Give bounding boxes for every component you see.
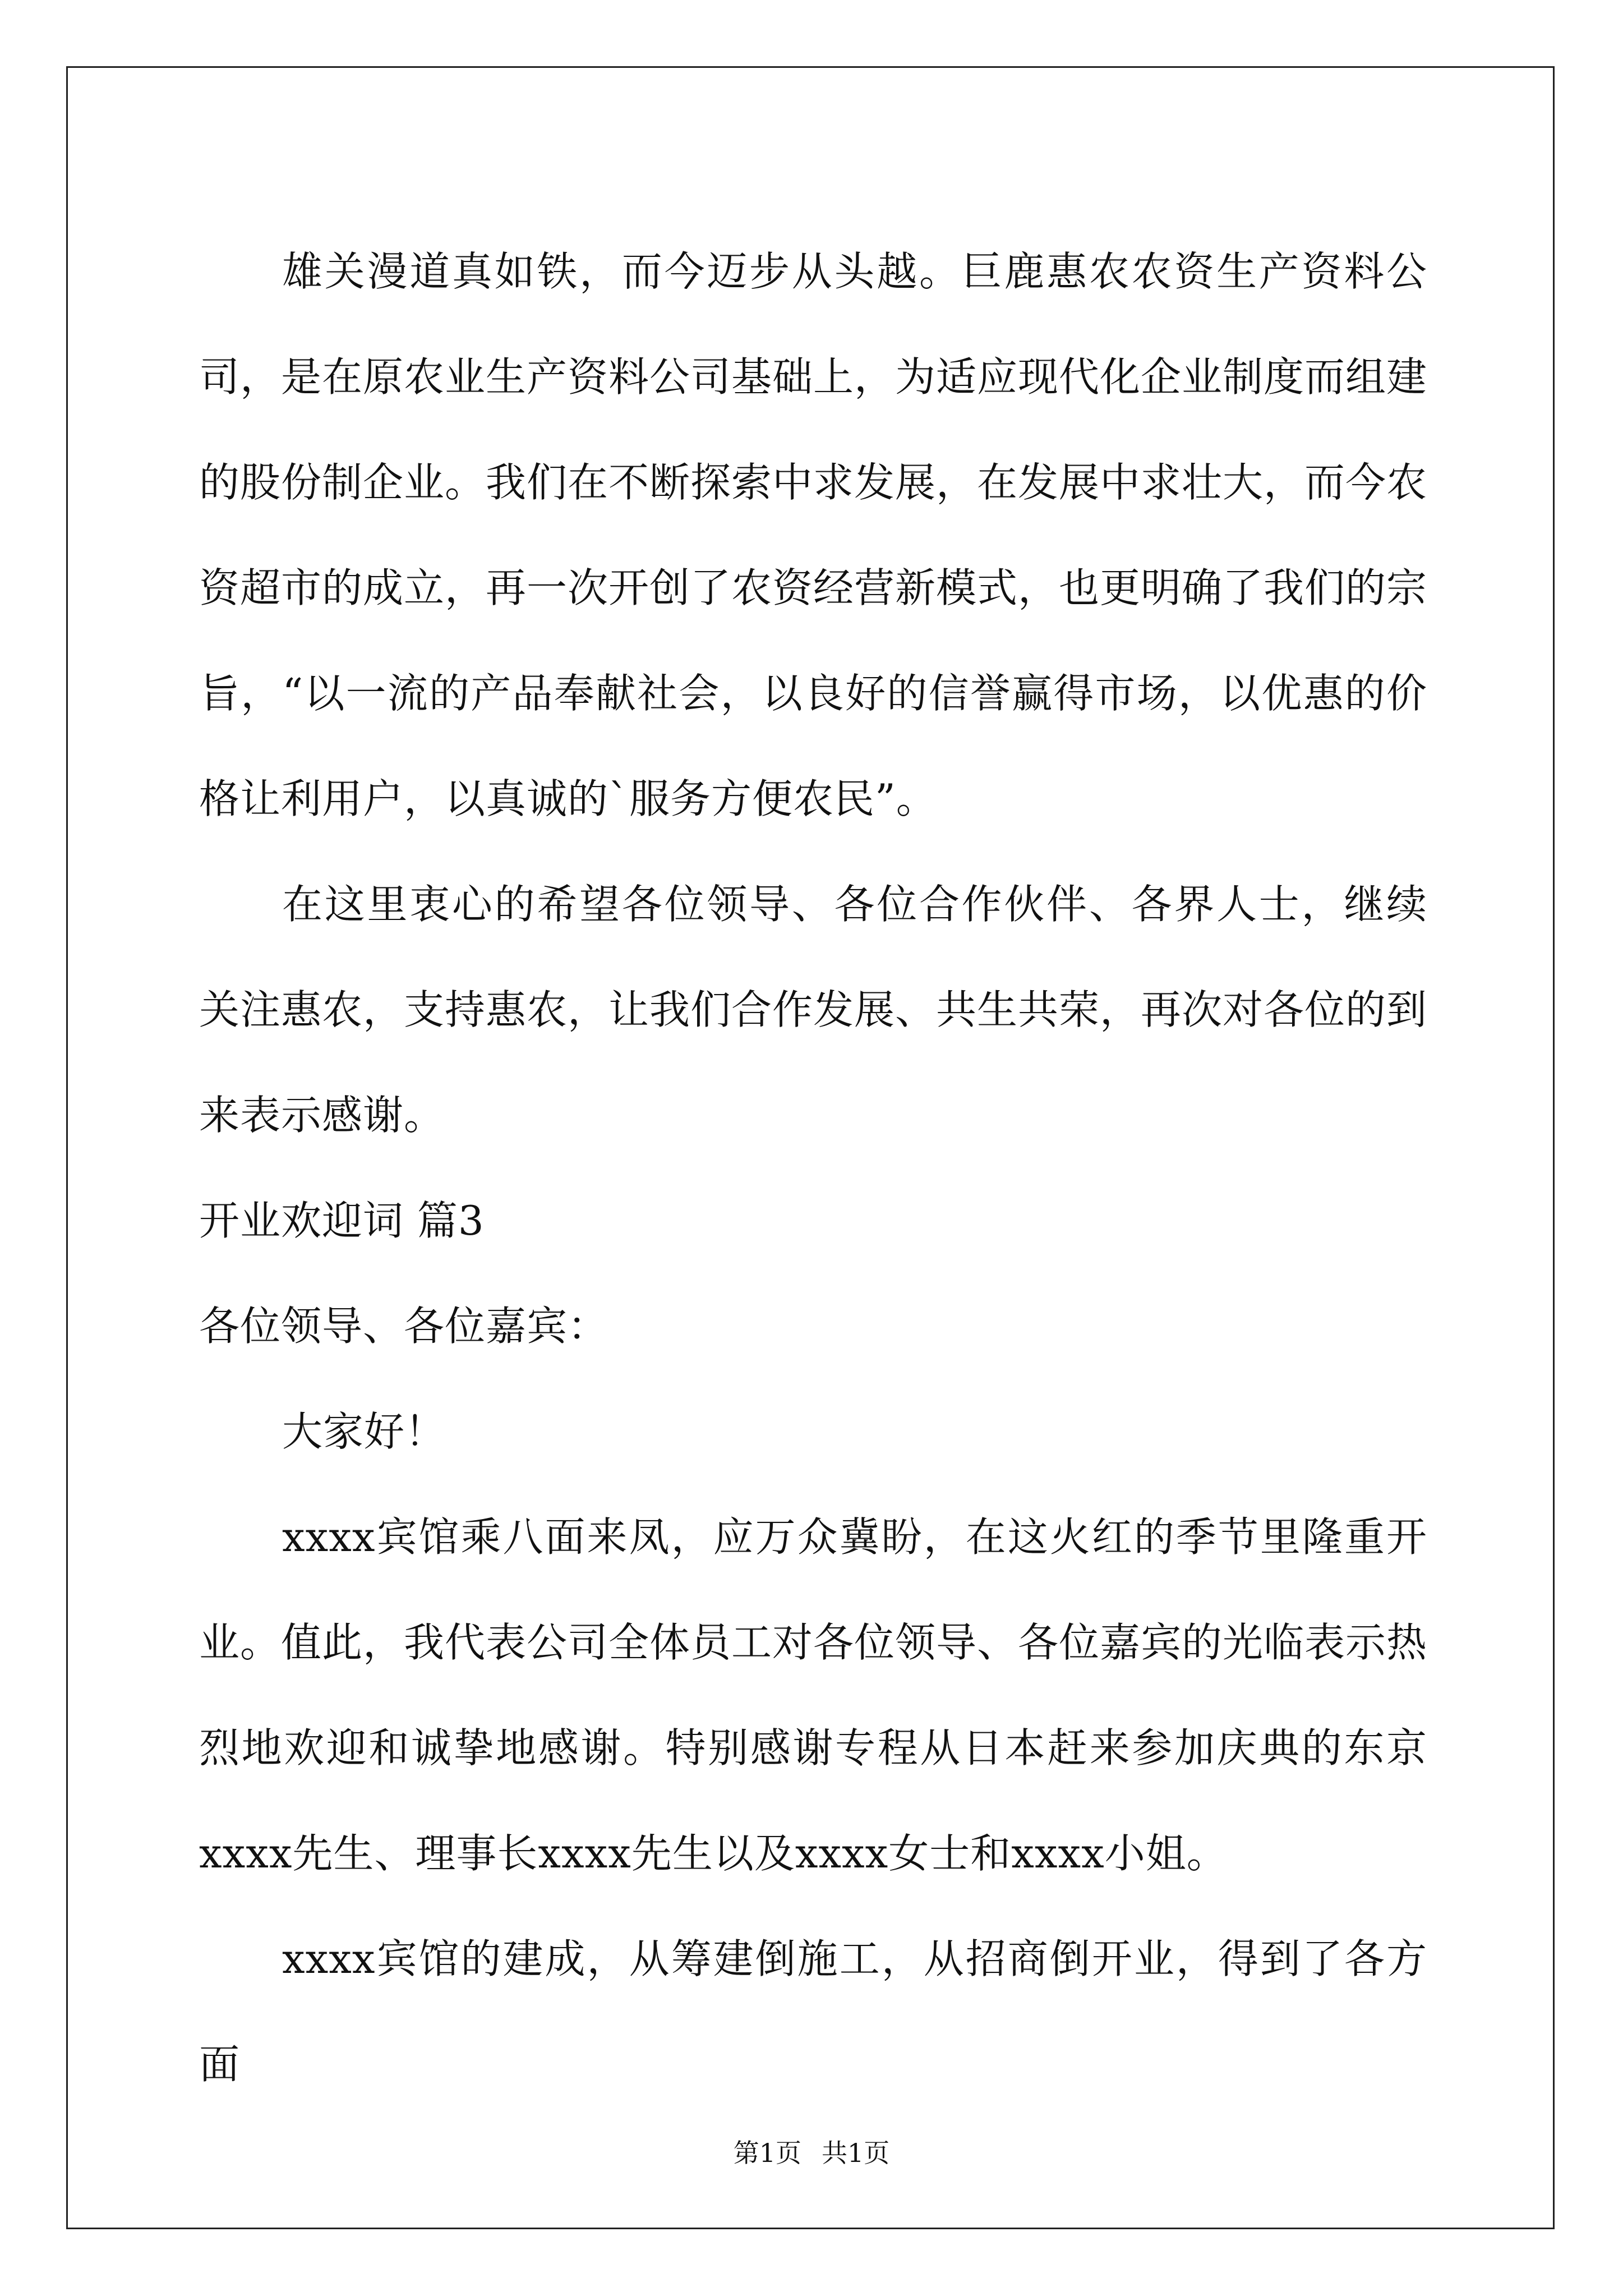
page-number: 第1页: [733, 2138, 801, 2168]
section-heading: 开业欢迎词 篇3: [199, 1197, 485, 1244]
paragraph-1: 雄关漫道真如铁，而今迈步从头越。巨鹿惠农农资生产资料公司，是在原农业生产资料公司基础上，为适应现代化企业制度而组建的股份制企业。我们在不断探索中求发展，在发展中求壮大，而今农资超市的成立，再一次开创了农资经营新模式，也更明确了我们的宗旨，“以一流的产品奉献社会，以良好的信誉赢得市场，以优惠的价格让利用户，以真诚的`服务方便农民”。: [199, 248, 1428, 822]
greeting: 大家好！: [282, 1408, 446, 1455]
salutation: 各位领导、各位嘉宾：: [199, 1303, 609, 1350]
paragraph-3: xxxx宾馆乘八面来凤，应万众冀盼，在这火红的季节里隆重开业。值此，我代表公司全体员工对各位领导、各位嘉宾的光临表示热烈地欢迎和诚挚地感谢。特别感谢专程从日本赶来参加庆典的东京xxxx先生、理事长xxxx先生以及xxxx女士和xxxx小姐。: [199, 1513, 1428, 1877]
paragraph-2: 在这里衷心的希望各位领导、各位合作伙伴、各界人士，继续关注惠农，支持惠农，让我们合作发展、共生共荣，再次对各位的到来表示感谢。: [199, 881, 1428, 1139]
page-total: 共1页: [822, 2138, 890, 2168]
paragraph-4: xxxx宾馆的建成，从筹建倒施工，从招商倒开业，得到了各方面: [199, 1935, 1427, 2088]
document-body: [199, 219, 1427, 2117]
page-footer: [0, 2136, 1623, 2170]
